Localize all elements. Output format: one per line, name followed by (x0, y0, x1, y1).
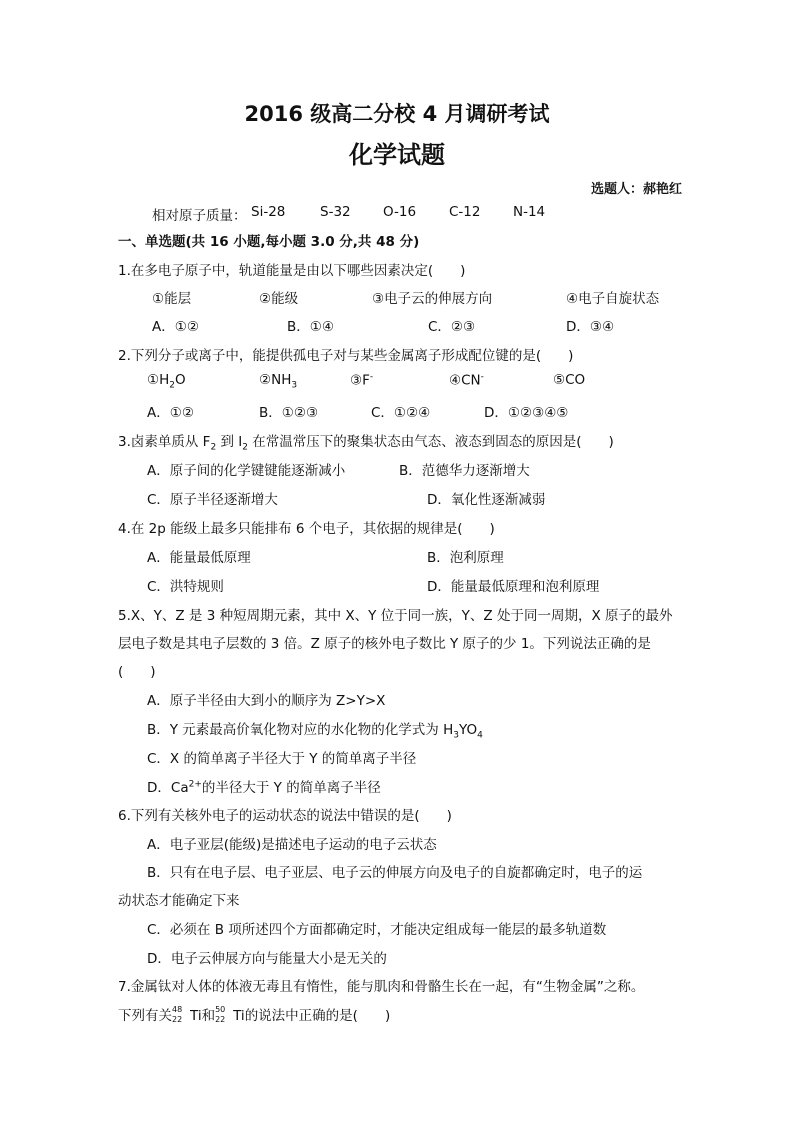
q6-option-b-line1: B．只有在电子层、电子亚层、电子云的伸展方向及电子的自旋都确定时，电子的运 (147, 865, 643, 881)
q1-option-d: D．③④ (566, 319, 615, 335)
q7-stem-line2: 下列有关 48 22 Ti和 50 22 Ti的说法中正确的是( ) (118, 1005, 391, 1024)
q5-option-a: A．原子半径由大到小的顺序为 Z>Y>X (147, 693, 386, 709)
q1-item-4: ④电子自旋状态 (566, 291, 660, 307)
q6-option-c: C．必须在 B 项所述四个方面都确定时，才能决定组成每一能层的最多轨道数 (147, 922, 607, 938)
q2-option-c: C．①②④ (371, 405, 431, 421)
q6-stem: 6.下列有关核外电子的运动状态的说法中错误的是( ) (118, 808, 452, 824)
q1-option-b: B．①④ (287, 319, 334, 335)
q5-option-c: C．X 的简单离子半径大于 Y 的简单离子半径 (147, 751, 417, 767)
q2-item-h2o: $①H_2O$ (147, 372, 186, 391)
q4-option-a: A．能量最低原理 (147, 550, 251, 566)
atomic-mass-label: 相对原子质量： (152, 208, 247, 224)
atomic-mass-o: O-16 (383, 204, 417, 220)
q2-item-f: ③F- (350, 372, 374, 389)
atomic-mass-s: S-32 (320, 204, 351, 220)
q3-option-a: A．原子间的化学键键能逐渐减小 (147, 463, 346, 479)
q4-stem: 4.在 2p 能级上最多只能排布 6 个电子，其依据的规律是( ) (118, 521, 495, 537)
atomic-mass-c: C-12 (449, 204, 481, 220)
isotope-ti-50: 50 22 (215, 1005, 226, 1024)
q5-stem-line1: 5.X、Y、Z 是 3 种短周期元素，其中 X、Y 位于同一族，Y、Z 处于同一周期，X 原子的最外 (118, 608, 673, 624)
q3-stem: 3.卤素单质从 $F_2$ 到 $I_2$ 在常温常压下的聚集状态由气态、液态到固态的原因是( ) (118, 434, 614, 453)
q1-item-3: ③电子云的伸展方向 (372, 291, 493, 307)
q1-stem: 1.在多电子原子中，轨道能量是由以下哪些因素决定( ) (118, 263, 466, 279)
q5-option-d: D．$Ca^{2+}$的半径大于 Y 的简单离子半径 (147, 779, 381, 796)
q5-option-b: B．Y 元素最高价氧化物对应的水化物的化学式为 $H_3YO_4$ (147, 722, 483, 741)
q3-option-d: D．氧化性逐渐减弱 (427, 492, 546, 508)
q4-option-d: D．能量最低原理和泡利原理 (427, 579, 600, 595)
q3-option-c: C．原子半径逐渐增大 (147, 492, 278, 508)
q1-option-a: A．①② (152, 319, 199, 335)
q5-stem-line3: ( ) (118, 664, 156, 680)
q2-item-co: ⑤CO (553, 372, 586, 388)
q2-option-a: A．①② (147, 405, 194, 421)
q1-item-2: ②能级 (259, 291, 299, 307)
q3-option-b: B．范德华力逐渐增大 (399, 463, 530, 479)
q7-stem-line1: 7.金属钛对人体的体液无毒且有惰性，能与肌肉和骨骼生长在一起，有“生物金属”之称。 (118, 979, 645, 995)
q2-option-d: D．①②③④⑤ (484, 405, 569, 421)
section-heading: 一、单选题(共 16 小题,每小题 3.0 分,共 48 分) (118, 234, 420, 250)
q6-option-d: D．电子云伸展方向与能量大小是无关的 (147, 951, 387, 967)
atomic-mass-n: N-14 (513, 204, 546, 220)
exam-title: 2016 级高二分校 4 月调研考试 (244, 102, 550, 126)
q4-option-c: C．洪特规则 (147, 579, 224, 595)
q6-option-a: A．电子亚层(能级)是描述电子运动的电子云状态 (147, 837, 437, 853)
q2-option-b: B．①②③ (259, 405, 319, 421)
q2-stem: 2.下列分子或离子中，能提供孤电子对与某些金属离子形成配位键的是( ) (118, 348, 574, 364)
isotope-ti-48: 48 22 (172, 1005, 183, 1024)
q2-item-nh3: $②NH_3$ (259, 372, 298, 391)
q4-option-b: B．泡利原理 (427, 550, 504, 566)
selector-name: 选题人：郝艳红 (590, 182, 682, 197)
atomic-mass-si: Si-28 (251, 204, 286, 220)
q6-option-b-line2: 动状态才能确定下来 (118, 893, 240, 909)
q5-stem-line2: 层电子数是其电子层数的 3 倍。Z 原子的核外电子数比 Y 原子的少 1。下列说法正确的是 (118, 636, 651, 652)
exam-subject: 化学试题 (349, 141, 445, 169)
q1-option-c: C．②③ (428, 319, 476, 335)
q2-item-cn: ④CN- (449, 372, 484, 389)
q1-item-1: ①能层 (152, 291, 192, 307)
